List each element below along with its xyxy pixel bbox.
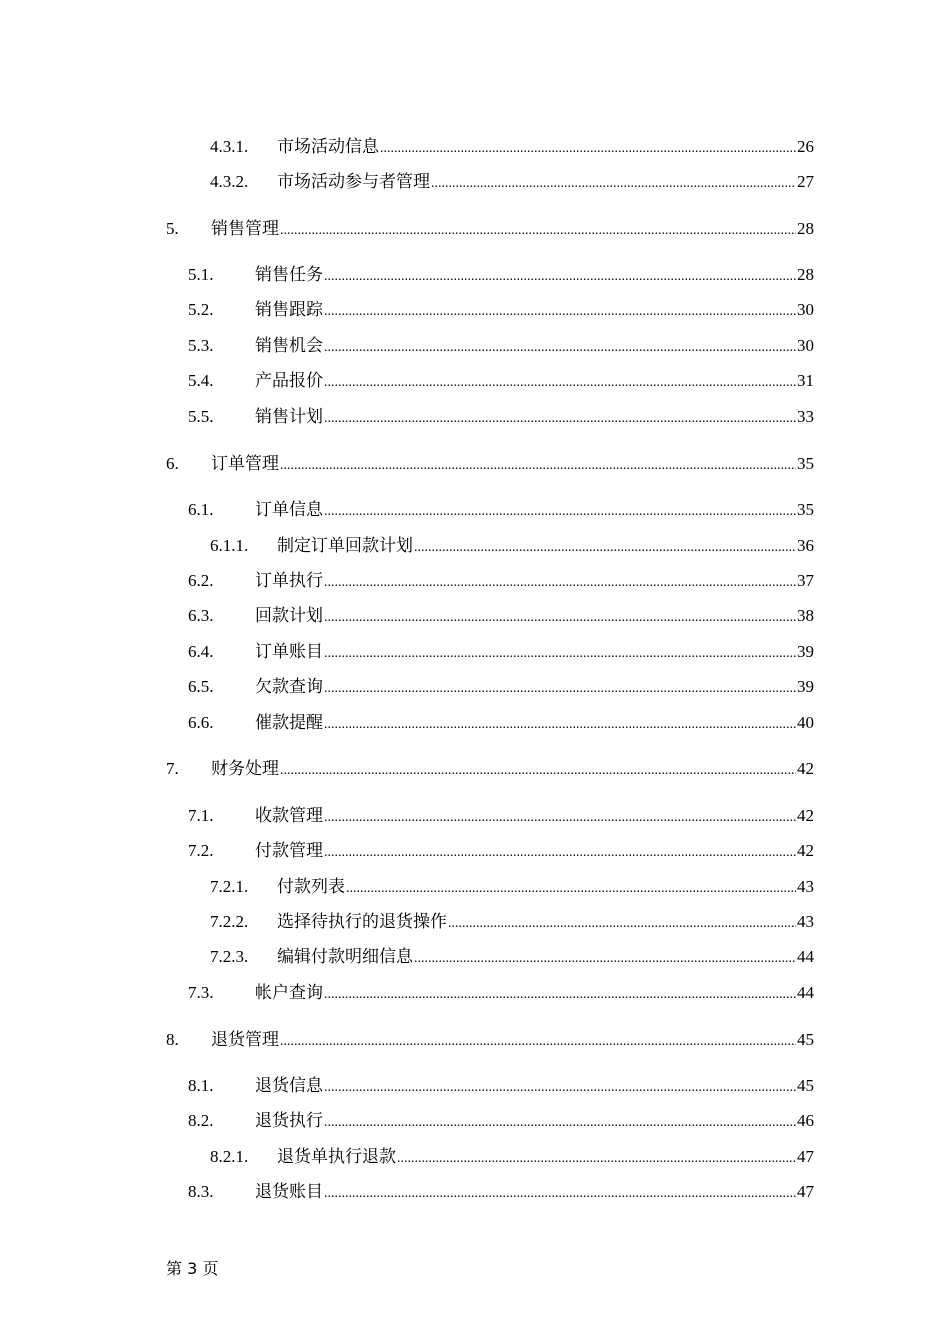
toc-entry[interactable] bbox=[210, 909, 814, 933]
toc-entry-number: 7.2.3. bbox=[210, 947, 249, 966]
toc-entry-page: 45 bbox=[797, 1030, 814, 1049]
toc-entry-title: 退货管理 bbox=[211, 1030, 279, 1050]
toc-entry-number: 6.5. bbox=[188, 677, 214, 696]
toc-entry-title: 订单执行 bbox=[255, 571, 323, 591]
toc-dot-leader bbox=[324, 645, 796, 663]
toc-entry-number: 6.1.1. bbox=[210, 536, 249, 555]
toc-entry-page: 43 bbox=[797, 912, 814, 931]
toc-entry[interactable] bbox=[210, 874, 814, 898]
toc-dot-leader bbox=[346, 880, 796, 898]
toc-entry-title: 产品报价 bbox=[255, 371, 323, 391]
toc-entry-page: 27 bbox=[797, 172, 814, 191]
toc-entry-page: 44 bbox=[797, 947, 814, 966]
toc-entry-number: 7.1. bbox=[188, 806, 214, 825]
toc-dot-leader bbox=[280, 457, 796, 475]
toc-entry-number: 4.3.1. bbox=[210, 137, 249, 156]
toc-dot-leader bbox=[324, 339, 796, 357]
toc-entry-number: 6. bbox=[166, 454, 179, 473]
toc-entry-page: 42 bbox=[797, 759, 814, 778]
toc-entry-title: 退货信息 bbox=[255, 1076, 323, 1096]
toc-dot-leader bbox=[414, 539, 796, 557]
toc-entry-number: 5.5. bbox=[188, 407, 214, 426]
toc-entry-number: 8.3. bbox=[188, 1182, 214, 1201]
toc-dot-leader bbox=[380, 140, 796, 158]
toc-entry-number: 8. bbox=[166, 1030, 179, 1049]
toc-entry-title: 销售计划 bbox=[255, 407, 323, 427]
toc-entry-title: 选择待执行的退货操作 bbox=[277, 912, 447, 932]
toc-dot-leader bbox=[280, 1033, 796, 1051]
toc-entry-title: 订单账目 bbox=[255, 642, 323, 662]
toc-entry[interactable] bbox=[166, 451, 814, 475]
toc-entry-title: 回款计划 bbox=[255, 606, 323, 626]
toc-entry-title: 市场活动参与者管理 bbox=[277, 172, 430, 192]
toc-entry-number: 7.2. bbox=[188, 841, 214, 860]
toc-entry-page: 28 bbox=[797, 265, 814, 284]
toc-entry[interactable] bbox=[188, 497, 814, 521]
toc-entry-title: 收款管理 bbox=[255, 806, 323, 826]
page-number-label: 第 3 页 bbox=[166, 1259, 219, 1278]
toc-entry-page: 28 bbox=[797, 219, 814, 238]
toc-entry[interactable] bbox=[188, 674, 814, 698]
toc-entry-title: 付款列表 bbox=[277, 877, 345, 897]
toc-entry-page: 31 bbox=[797, 371, 814, 390]
toc-entry-number: 7.2.1. bbox=[210, 877, 249, 896]
toc-entry-title: 编辑付款明细信息 bbox=[277, 947, 413, 967]
toc-dot-leader bbox=[324, 809, 796, 827]
toc-dot-leader bbox=[448, 915, 796, 933]
toc-entry-number: 8.2.1. bbox=[210, 1147, 249, 1166]
toc-entry-title: 财务处理 bbox=[211, 759, 279, 779]
toc-entry-page: 35 bbox=[797, 500, 814, 519]
toc-entry-number: 6.4. bbox=[188, 642, 214, 661]
toc-entry[interactable] bbox=[166, 1027, 814, 1051]
toc-entry-number: 6.2. bbox=[188, 571, 214, 590]
toc-dot-leader bbox=[324, 680, 796, 698]
toc-entry-page: 46 bbox=[797, 1111, 814, 1130]
toc-entry-title: 市场活动信息 bbox=[277, 137, 379, 157]
toc-entry[interactable] bbox=[188, 1073, 814, 1097]
toc-entry-page: 38 bbox=[797, 606, 814, 625]
toc-entry-page: 40 bbox=[797, 713, 814, 732]
toc-dot-leader bbox=[324, 574, 796, 592]
toc-entry-title: 销售任务 bbox=[255, 265, 323, 285]
toc-entry[interactable] bbox=[188, 262, 814, 286]
toc-dot-leader bbox=[280, 222, 796, 240]
page-footer bbox=[166, 1256, 218, 1279]
toc-entry-title: 帐户查询 bbox=[255, 983, 323, 1003]
toc-entry-number: 6.1. bbox=[188, 500, 214, 519]
toc-entry-page: 30 bbox=[797, 336, 814, 355]
toc-entry-page: 47 bbox=[797, 1147, 814, 1166]
toc-dot-leader bbox=[431, 175, 796, 193]
toc-dot-leader bbox=[324, 1185, 796, 1203]
toc-entry[interactable] bbox=[188, 710, 814, 734]
toc-entry-title: 催款提醒 bbox=[255, 713, 323, 733]
toc-entry[interactable] bbox=[188, 297, 814, 321]
toc-entry[interactable] bbox=[210, 533, 814, 557]
toc-entry-page: 39 bbox=[797, 677, 814, 696]
toc-entry-title: 订单管理 bbox=[211, 454, 279, 474]
toc-entry-page: 39 bbox=[797, 642, 814, 661]
toc-entry[interactable] bbox=[188, 980, 814, 1004]
toc-entry[interactable] bbox=[166, 756, 814, 780]
toc-entry-number: 4.3.2. bbox=[210, 172, 249, 191]
toc-dot-leader bbox=[324, 1114, 796, 1132]
toc-entry-title: 欠款查询 bbox=[255, 677, 323, 697]
toc-entry[interactable] bbox=[188, 404, 814, 428]
toc-dot-leader bbox=[397, 1150, 796, 1168]
toc-dot-leader bbox=[324, 410, 796, 428]
toc-entry-page: 30 bbox=[797, 300, 814, 319]
toc-entry-page: 45 bbox=[797, 1076, 814, 1095]
toc-dot-leader bbox=[324, 986, 796, 1004]
toc-entry-page: 33 bbox=[797, 407, 814, 426]
toc-dot-leader bbox=[324, 503, 796, 521]
toc-entry[interactable] bbox=[188, 639, 814, 663]
toc-entry[interactable] bbox=[188, 368, 814, 392]
toc-entry-page: 47 bbox=[797, 1182, 814, 1201]
toc-entry[interactable] bbox=[188, 803, 814, 827]
toc-dot-leader bbox=[324, 1079, 796, 1097]
toc-entry-number: 5.4. bbox=[188, 371, 214, 390]
toc-entry-page: 35 bbox=[797, 454, 814, 473]
toc-entry-number: 5.1. bbox=[188, 265, 214, 284]
toc-dot-leader bbox=[414, 950, 796, 968]
toc-entry-title: 退货执行 bbox=[255, 1111, 323, 1131]
toc-entry-number: 8.1. bbox=[188, 1076, 214, 1095]
toc-entry-page: 43 bbox=[797, 877, 814, 896]
toc-dot-leader bbox=[324, 374, 796, 392]
toc-dot-leader bbox=[324, 609, 796, 627]
toc-entry[interactable] bbox=[210, 134, 814, 158]
toc-entry-number: 6.3. bbox=[188, 606, 214, 625]
toc-entry-title: 销售管理 bbox=[211, 219, 279, 239]
toc-dot-leader bbox=[324, 844, 796, 862]
toc-entry-number: 7.3. bbox=[188, 983, 214, 1002]
toc-entry-page: 37 bbox=[797, 571, 814, 590]
toc-entry[interactable] bbox=[188, 838, 814, 862]
toc-entry[interactable] bbox=[188, 568, 814, 592]
toc-entry[interactable] bbox=[188, 1179, 814, 1203]
toc-entry-title: 付款管理 bbox=[255, 841, 323, 861]
toc-entry-page: 36 bbox=[797, 536, 814, 555]
toc-entry[interactable] bbox=[210, 169, 814, 193]
toc-entry-title: 订单信息 bbox=[255, 500, 323, 520]
toc-entry-title: 退货单执行退款 bbox=[277, 1147, 396, 1167]
toc-entry-number: 7. bbox=[166, 759, 179, 778]
toc-entry-number: 6.6. bbox=[188, 713, 214, 732]
toc-entry-number: 5. bbox=[166, 219, 179, 238]
toc-entry-title: 制定订单回款计划 bbox=[277, 536, 413, 556]
toc-entry[interactable] bbox=[210, 1144, 814, 1168]
toc-dot-leader bbox=[324, 303, 796, 321]
toc-entry-number: 7.2.2. bbox=[210, 912, 249, 931]
toc-entry[interactable] bbox=[188, 333, 814, 357]
toc-entry[interactable] bbox=[188, 603, 814, 627]
toc-dot-leader bbox=[324, 716, 796, 734]
toc-entry-title: 销售跟踪 bbox=[255, 300, 323, 320]
toc-entry-page: 26 bbox=[797, 137, 814, 156]
toc-entry-page: 42 bbox=[797, 841, 814, 860]
toc-entry-number: 8.2. bbox=[188, 1111, 214, 1130]
toc-dot-leader bbox=[324, 268, 796, 286]
toc-entry[interactable] bbox=[210, 944, 814, 968]
toc-entry-number: 5.2. bbox=[188, 300, 214, 319]
toc-entry-title: 退货账目 bbox=[255, 1182, 323, 1202]
toc-entry[interactable] bbox=[166, 216, 814, 240]
toc-entry-title: 销售机会 bbox=[255, 336, 323, 356]
toc-entry-number: 5.3. bbox=[188, 336, 214, 355]
toc-entry-page: 42 bbox=[797, 806, 814, 825]
toc-entry-page: 44 bbox=[797, 983, 814, 1002]
toc-entry[interactable] bbox=[188, 1108, 814, 1132]
toc-dot-leader bbox=[280, 762, 796, 780]
